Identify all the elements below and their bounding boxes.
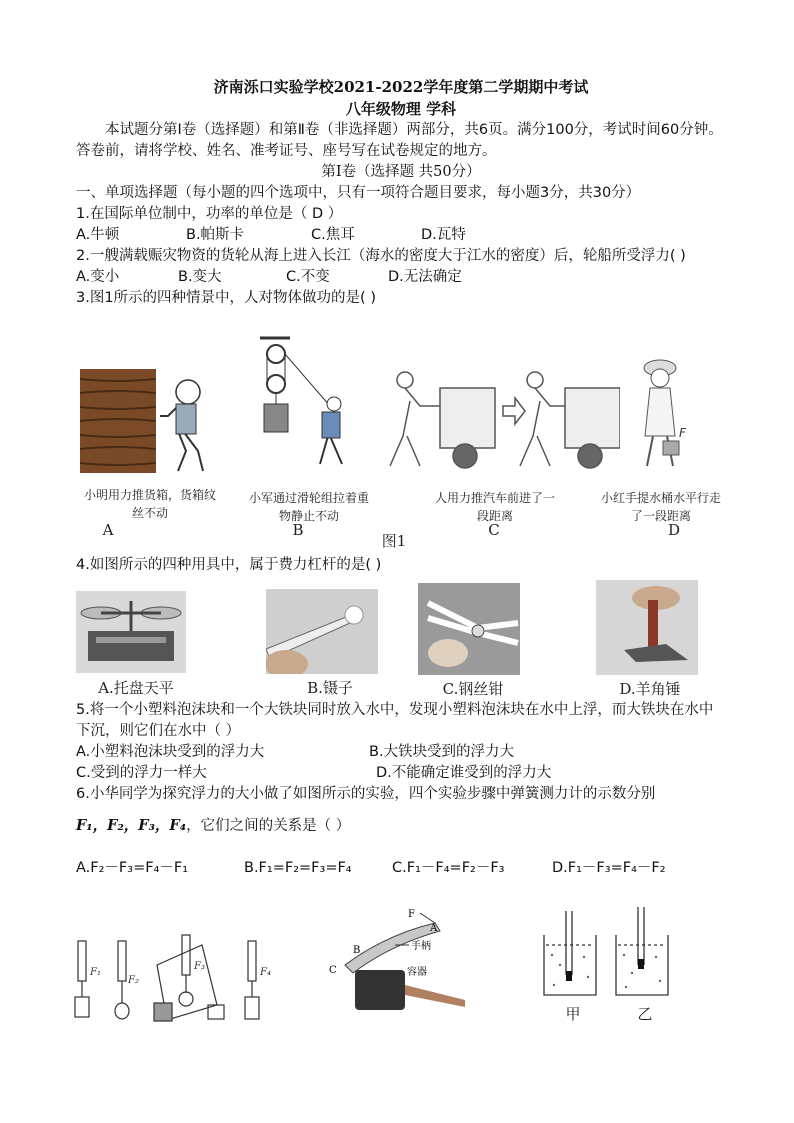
exam-title: 济南泺口实验学校2021-2022学年度第二学期期中考试 [213,78,589,96]
lever-label-a: A [430,923,438,934]
option: A.小塑料泡沫块受到的浮力大 [76,744,265,760]
option: C.焦耳 [311,227,355,243]
option: A.牛顿 [76,227,120,243]
tweezers-photo [266,589,378,674]
option: B.大铁块受到的浮力大 [369,744,515,760]
question-2-options [76,267,726,288]
question-5-options-row-2 [76,763,726,784]
question-5-stem: 5.将一个小塑料泡沫块和一个大铁块同时放入水中，发现小塑料泡沫块在水中上浮，而大铁块在水中下沉，则它们在水中（ ） [76,702,714,739]
label-tweezers: B.镊子 [307,679,353,697]
caption-a: 小明用力推货箱，货箱纹丝不动 [83,488,216,520]
f2-label: F₂ [128,975,139,986]
option: D.瓦特 [421,227,466,243]
part-heading: 第Ⅰ卷（选择题 共50分） [321,164,481,180]
car-push-illustration [385,366,620,476]
option: B.帕斯卡 [186,227,245,243]
question-6-stem: 6.小华同学为探究浮力的大小做了如图所示的实验，四个实验步骤中弹簧测力计的示数分别 [76,786,656,802]
option: B.F₁=F₂=F₃=F₄ [244,860,352,876]
option: D.不能确定谁受到的浮力大 [376,765,552,781]
question-1-options [76,225,726,246]
lever-label-container: 容器 [407,967,427,978]
letter-a: A [102,521,114,539]
girl-bucket-illustration [625,356,695,481]
option: B.变大 [178,269,222,285]
pliers-photo [418,583,520,675]
question-5-block [76,700,726,805]
beakers-figure [540,905,690,1000]
lever-label-handle: 手柄 [411,941,431,952]
label-balance: A.托盘天平 [98,679,174,697]
caption-c: 人用力推汽车前进了一段距离 [435,491,556,523]
label-pliers: C.钢丝钳 [442,680,504,698]
question-5-options-row-1 [76,742,726,763]
label-hammer: D.羊角锤 [619,680,681,698]
question-4-stem: 4.如图所示的四种用具中，属于费力杠杆的是( ) [76,557,382,573]
force-label: F [679,426,686,440]
hammer-photo [596,580,698,675]
caption-b: 小军通过滑轮组拉着重物静止不动 [248,491,369,523]
question-2-stem: 2.一艘满载赈灾物资的货轮从海上进入长江（海水的密度大于江水的密度）后，轮船所受浮力( ) [76,248,686,264]
lever-label-f: F [408,909,415,920]
exam-intro: 本试题分第Ⅰ卷（选择题）和第Ⅱ卷（非选择题）两部分，共6页。满分100分，考试时间60分钟。答卷前，请将学校、姓名、准考证号、座号写在试卷规定的地方。 [76,122,723,159]
lever-label-b: B [353,945,361,956]
figure-1-label: 图1 [381,532,407,550]
option: A.变小 [76,269,120,285]
beaker-label-jia: 甲 [565,1005,581,1023]
option: C.F₁－F₄=F₂－F₃ [392,860,505,876]
force-variables: F₁，F₂，F₃，F₄ [76,817,187,834]
beaker-label-yi: 乙 [637,1005,653,1023]
option: C.受到的浮力一样大 [76,765,207,781]
f1-label: F₁ [90,967,101,978]
f3-label: F₃ [194,961,205,972]
question-6-options [76,858,726,879]
question-6-stem-line-2 [76,815,726,837]
spring-scale-experiment [72,925,272,1025]
question-6-stem-tail: ，它们之间的关系是（ ） [186,818,351,834]
option: D.F₁－F₃=F₄－F₂ [552,860,666,876]
section-heading: 一、单项选择题（每小题的四个选项中，只有一项符合题目要求，每小题3分，共30分） [76,185,641,201]
exam-page [76,76,726,309]
exam-subtitle: 八年级物理 学科 [345,100,457,118]
crate-image [80,369,156,473]
option: A.F₂－F₃=F₄－F₁ [76,860,189,876]
question-3-stem: 3.图1所示的四种情景中，人对物体做功的是( ) [76,290,376,306]
lever-label-c: C [329,965,337,976]
question-1-stem: 1.在国际单位制中，功率的单位是（ D ） [76,206,343,222]
letter-c: C [488,521,500,539]
letter-b: B [292,521,304,539]
balance-photo [76,591,186,673]
boy-pushing-illustration [158,376,218,476]
letter-d: D [667,521,681,539]
option: D.无法确定 [388,269,462,285]
option: C.不变 [286,269,330,285]
f4-label: F₄ [260,967,271,978]
lever-press-figure [325,905,470,1025]
caption-d: 小红手提水桶水平行走了一段距离 [600,491,721,523]
pulley-illustration [250,336,360,476]
